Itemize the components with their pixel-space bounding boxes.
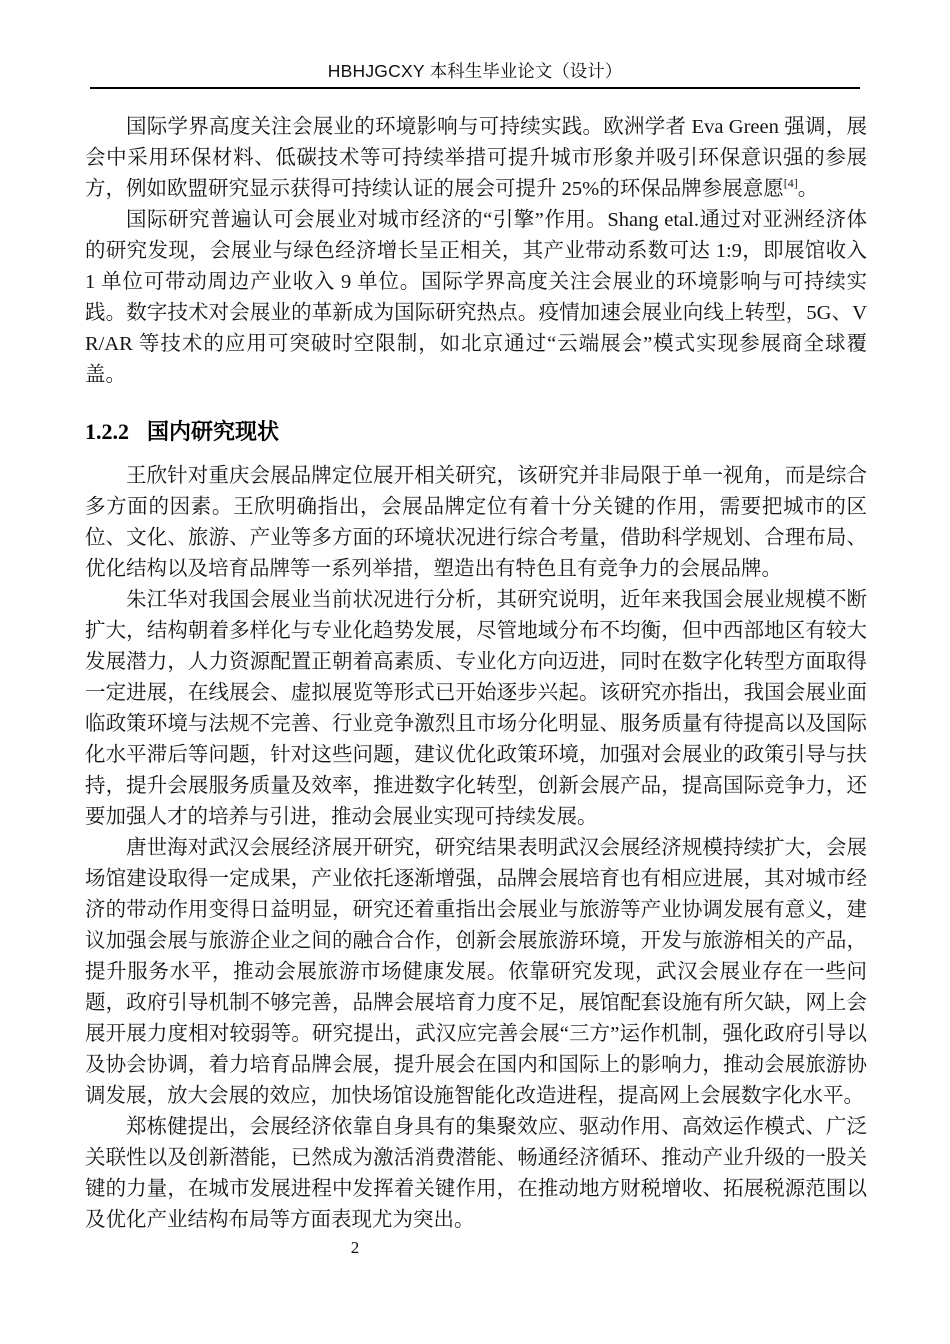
citation-ref-4: [4]	[783, 176, 798, 191]
section-heading	[85, 416, 867, 448]
paragraph-tail: 。	[797, 178, 819, 200]
paragraph-tangshihai-wuhan: 唐世海对武汉会展经济展开研究，研究结果表明武汉会展经济规模持续扩大，会展场馆建设取得一定成果，产业依托逐渐增强，品牌会展培育也有相应进展，其对城市经济的带动作用变得日益明显，研究还着重指出会展业与旅游等产业协调发展有意义，建议加强会展与旅游企业之间的融合合作，创新会展旅游环境，开发与旅游相关的产品，提升服务水平，推动会展旅游市场健康发展。依靠研究发现，武汉会展业存在一些问题，政府引导机制不够完善，品牌会展培育力度不足，展馆配套设施有所欠缺，网上会展开展力度相对较弱等。研究提出，武汉应完善会展“三方”运作机制，强化政府引导以及协会协调，着力培育品牌会展，提升展会在国内和国际上的影响力，推动会展旅游协调发展，放大会展的效应，加快场馆设施智能化改造进程，提高网上会展数字化水平。	[85, 837, 867, 1107]
page-number: 2	[350, 1238, 360, 1257]
page-header	[90, 60, 860, 89]
paragraph-text: 国际学界高度关注会展业的环境影响与可持续实践。欧洲学者 Eva Green 强调，展会中采用环保材料、低碳技术等可持续举措可提升城市形象并吸引环保意识强的参展方，例如欧盟研究显示获得可持续认证的展会可提升 25%的环保品牌参展意愿	[85, 116, 867, 200]
paragraph-wangxin-chongqing: 王欣针对重庆会展品牌定位展开相关研究，该研究并非局限于单一视角，而是综合多方面的因素。王欣明确指出，会展品牌定位有着十分关键的作用，需要把城市的区位、文化、旅游、产业等多方面的环境状况进行综合考量，借助科学规划、合理布局、优化结构以及培育品牌等一系列举措，塑造出有特色且有竞争力的会展品牌。	[85, 465, 867, 580]
section-title: 国内研究现状	[147, 419, 280, 444]
header-title-latin: HBHJGCXY	[327, 61, 425, 81]
document-body	[85, 112, 867, 1236]
paragraph-international-sustainability	[85, 112, 867, 205]
paragraph-engine-effect: 国际研究普遍认可会展业对城市经济的“引擎”作用。Shang etal.通过对亚洲经济体的研究发现，会展业与绿色经济增长呈正相关，其产业带动系数可达 1:9，即展馆收入 1 单位可带动周边产业收入 9 单位。国际学界高度关注会展业的环境影响与可持续实践。数字技术对会展业的革新成为国际研究热点。疫情加速会展业向线上转型，5G、VR/AR 等技术的应用可突破时空限制，如北京通过“云端展会”模式实现参展商全球覆盖。	[85, 209, 867, 386]
paragraph-zhengdongjian-economy: 郑栋健提出，会展经济依靠自身具有的集聚效应、驱动作用、高效运作模式、广泛关联性以及创新潜能，已然成为激活消费潜能、畅通经济循环、推动产业升级的一股关键的力量，在城市发展进程中发挥着关键作用，在推动地方财税增收、拓展税源范围以及优化产业结构布局等方面表现尤为突出。	[85, 1116, 867, 1231]
section-number: 1.2.2	[85, 419, 129, 444]
header-title-cjk: 本科生毕业论文（设计）	[429, 61, 623, 81]
paragraph-zhujianghua-analysis: 朱江华对我国会展业当前状况进行分析，其研究说明，近年来我国会展业规模不断扩大，结构朝着多样化与专业化趋势发展，尽管地域分布不均衡，但中西部地区有较大发展潜力，人力资源配置正朝着高素质、专业化方向迈进，同时在数字化转型方面取得一定进展，在线展会、虚拟展览等形式已开始逐步兴起。该研究亦指出，我国会展业面临政策环境与法规不完善、行业竞争激烈且市场分化明显、服务质量有待提高以及国际化水平滞后等问题，针对这些问题，建议优化政策环境，加强对会展业的政策引导与扶持，提升会展服务质量及效率，推进数字化转型，创新会展产品，提高国际竞争力，还要加强人才的培养与引进，推动会展业实现可持续发展。	[85, 589, 867, 828]
